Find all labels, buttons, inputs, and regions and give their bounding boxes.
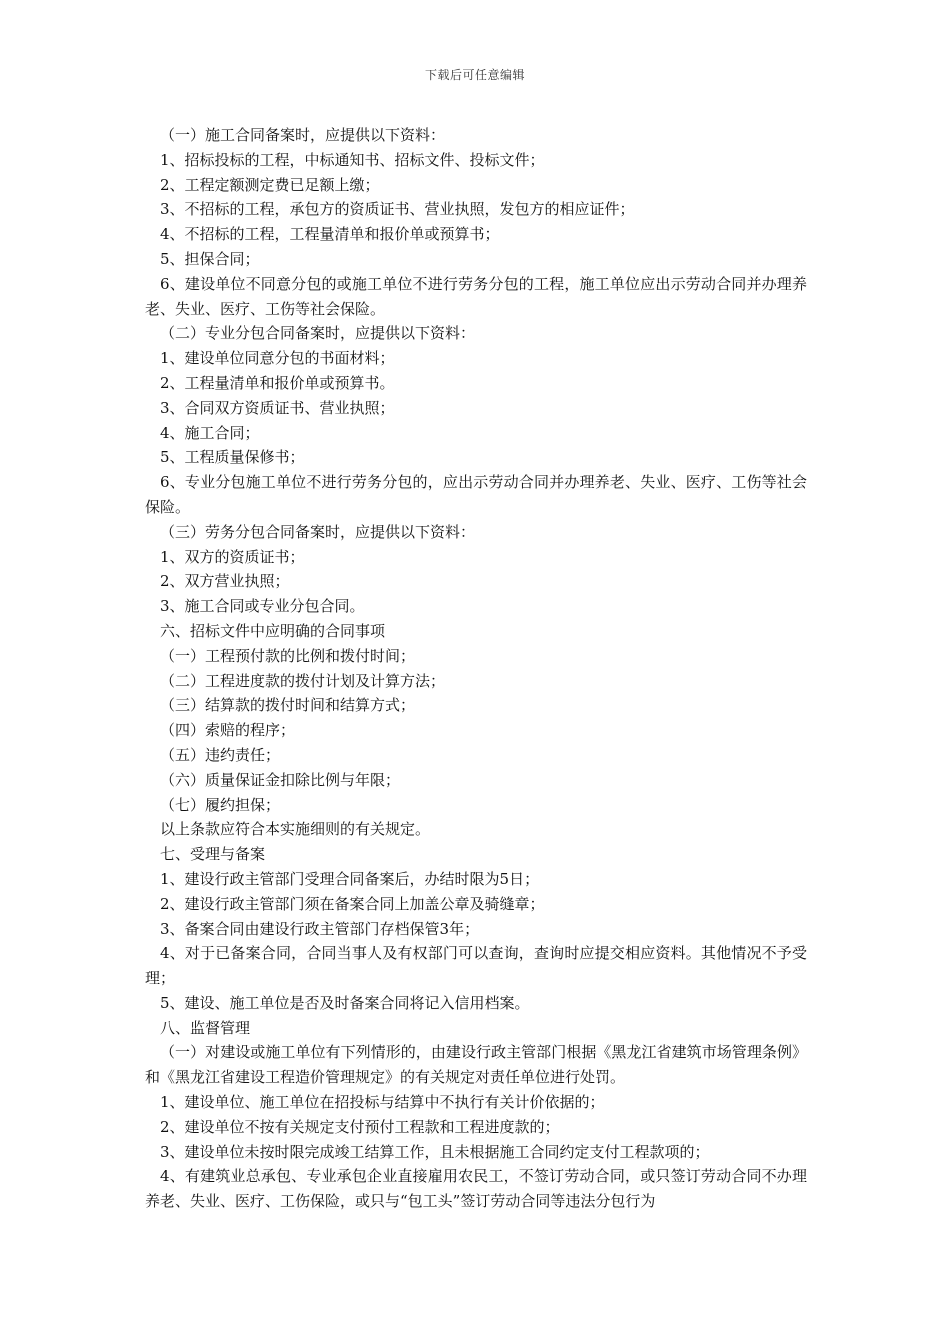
- list-item: 4、施工合同；: [160, 423, 260, 442]
- chapter-heading: 八、监督管理: [160, 1018, 251, 1037]
- section-heading: （一）对建设或施工单位有下列情形的，由建设行政主管部门根据《黑龙江省建筑市场管理条例》和《黑龙江省建设工程造价管理规定》的有关规定对责任单位进行处罚。: [145, 1043, 807, 1087]
- body-paragraph: 以上条款应符合本实施细则的有关规定。: [160, 820, 431, 839]
- list-item: 2、建设行政主管部门须在备案合同上加盖公章及骑缝章；: [160, 894, 545, 913]
- list-item: 5、建设、施工单位是否及时备案合同将记入信用档案。: [160, 993, 530, 1012]
- list-item: 3、不招标的工程，承包方的资质证书、营业执照，发包方的相应证件；: [160, 200, 635, 219]
- list-item: 3、施工合同或专业分包合同。: [160, 597, 365, 616]
- list-item: （一）工程预付款的比例和拨付时间；: [160, 646, 416, 665]
- list-item: 1、建设单位同意分包的书面材料；: [160, 349, 395, 368]
- list-item: 3、建设单位未按时限完成竣工结算工作，且未根据施工合同约定支付工程款项的；: [160, 1142, 710, 1161]
- list-item: 1、双方的资质证书；: [160, 547, 305, 566]
- chapter-heading: 七、受理与备案: [160, 845, 266, 864]
- list-item: （五）违约责任；: [160, 745, 281, 764]
- section-heading: （三）劳务分包合同备案时，应提供以下资料：: [160, 522, 476, 541]
- list-item: 3、合同双方资质证书、营业执照；: [160, 398, 395, 417]
- page-header-caption: 下载后可任意编辑: [424, 68, 525, 82]
- list-item: （六）质量保证金扣除比例与年限；: [160, 770, 401, 789]
- list-item: 1、招标投标的工程，中标通知书、招标文件、投标文件；: [160, 150, 545, 169]
- list-item: 2、工程定额测定费已足额上缴；: [160, 175, 380, 194]
- list-item: 4、有建筑业总承包、专业承包企业直接雇用农民工，不签订劳动合同，或只签订劳动合同不办理养老、失业、医疗、工伤保险，或只与“包工头”签订劳动合同等违法分包行为: [145, 1167, 807, 1211]
- list-item: 5、工程质量保修书；: [160, 448, 305, 467]
- document-body: [145, 123, 807, 1214]
- list-item: （三）结算款的拨付时间和结算方式；: [160, 696, 416, 715]
- list-item: （二）工程进度款的拨付计划及计算方法；: [160, 671, 446, 690]
- chapter-heading: 六、招标文件中应明确的合同事项: [160, 621, 386, 640]
- list-item: 1、建设行政主管部门受理合同备案后，办结时限为5日；: [160, 869, 540, 888]
- list-item: （四）索赔的程序；: [160, 721, 296, 740]
- list-item: 5、担保合同；: [160, 249, 260, 268]
- list-item: （七）履约担保；: [160, 795, 281, 814]
- list-item: 2、双方营业执照；: [160, 572, 290, 591]
- list-item: 3、备案合同由建设行政主管部门存档保管3年；: [160, 919, 480, 938]
- list-item: 1、建设单位、施工单位在招投标与结算中不执行有关计价依据的；: [160, 1093, 605, 1112]
- list-item: 6、建设单位不同意分包的或施工单位不进行劳务分包的工程，施工单位应出示劳动合同并办理养老、失业、医疗、工伤等社会保险。: [145, 274, 807, 318]
- section-heading: （二）专业分包合同备案时，应提供以下资料：: [160, 324, 476, 343]
- list-item: 4、不招标的工程，工程量清单和报价单或预算书；: [160, 225, 500, 244]
- section-heading: （一）施工合同备案时，应提供以下资料：: [160, 126, 446, 144]
- list-item: 6、专业分包施工单位不进行劳务分包的，应出示劳动合同并办理养老、失业、医疗、工伤等社会保险。: [145, 473, 807, 516]
- list-item: 4、对于已备案合同，合同当事人及有权部门可以查询，查询时应提交相应资料。其他情况不予受理；: [145, 944, 807, 988]
- list-item: 2、建设单位不按有关规定支付预付工程款和工程进度款的；: [160, 1117, 560, 1136]
- list-item: 2、工程量清单和报价单或预算书。: [160, 373, 395, 392]
